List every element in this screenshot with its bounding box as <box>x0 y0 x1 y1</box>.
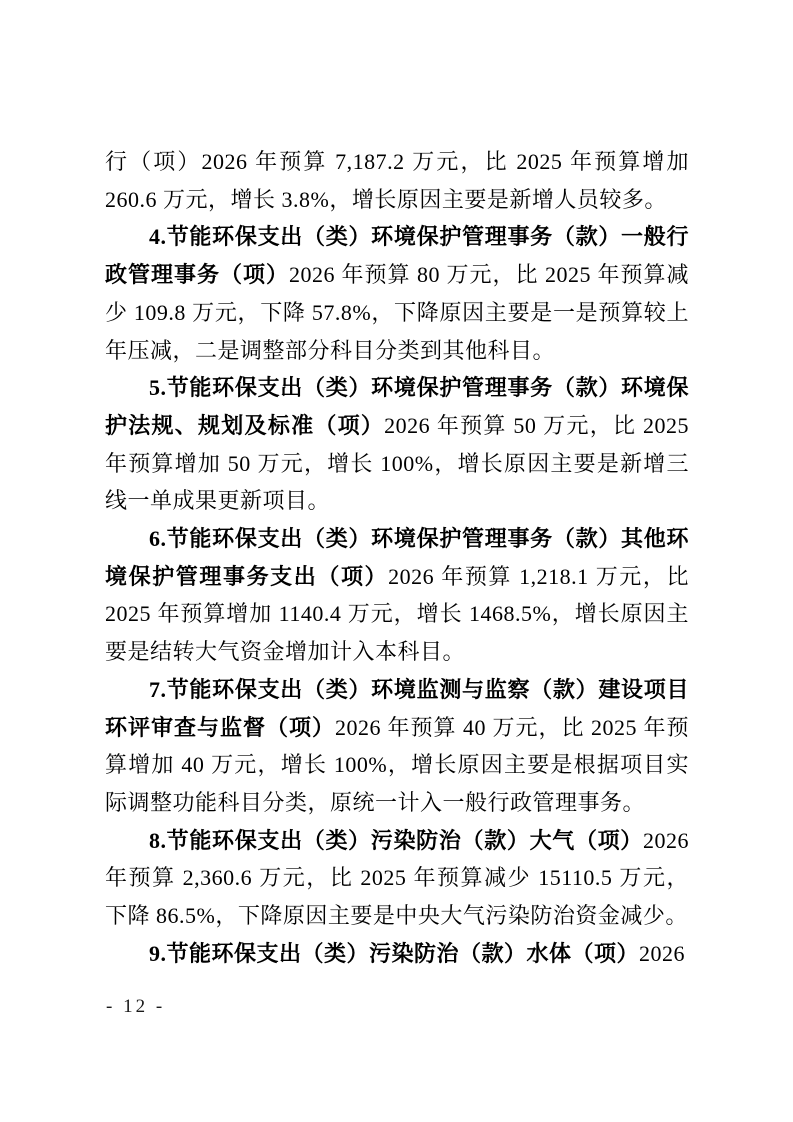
paragraph-item-9 <box>105 935 689 973</box>
paragraph-regular-text: 2026 年预算 1,218.1 万元，比 2025 年预算增加 1140.4 万元，增长 1468.5%，增长原因主要是结转大气资金增加计入本科目。 <box>105 563 689 665</box>
paragraph-heading-text: 9.节能环保支出（类）污染防治（款）水体（项） <box>149 940 640 966</box>
paragraph-continuation <box>105 143 689 218</box>
paragraph-heading-text: 6.节能环保支出（类）环境保护管理事务（款）其他环境保护管理事务支出（项） <box>105 526 689 589</box>
paragraph-item-7 <box>105 671 689 822</box>
paragraph-heading-text: 4.节能环保支出（类）环境保护管理事务（款）一般行政管理事务（项） <box>105 224 689 288</box>
paragraph-regular-text: 2026 年预算 40 万元，比 2025 年预算增加 40 万元，增长 100%，增长原因主要是根据项目实际调整功能科目分类，原统一计入一般行政管理事务。 <box>105 714 689 815</box>
paragraph-heading-text: 7.节能环保支出（类）环境监测与监察（款）建设项目环评审查与监督（项） <box>105 676 689 740</box>
paragraph-regular-text: 2026 年预算 2,360.6 万元，比 2025 年预算减少 15110.5 万元，下降 86.5%，下降原因主要是中央大气污染防治资金减少。 <box>105 827 689 929</box>
page-number: - 12 - <box>106 996 166 1017</box>
document-body <box>105 143 689 972</box>
paragraph-item-5 <box>105 369 689 520</box>
paragraph-regular-text: 2026 <box>639 940 686 966</box>
paragraph-regular-text: 2026 年预算 80 万元，比 2025 年预算减少 109.8 万元，下降 57.8%，下降原因主要是一是预算较上年压减，二是调整部分科目分类到其他科目。 <box>105 262 689 363</box>
paragraph-regular-text: 行（项）2026 年预算 7,187.2 万元，比 2025 年预算增加 260.6 万元，增长 3.8%，增长原因主要是新增人员较多。 <box>105 149 689 212</box>
paragraph-item-8 <box>105 822 689 935</box>
paragraph-regular-text: 2026 年预算 50 万元，比 2025 年预算增加 50 万元，增长 100%，增长原因主要是新增三线一单成果更新项目。 <box>105 412 689 514</box>
paragraph-item-6 <box>105 520 689 671</box>
paragraph-item-4 <box>105 218 689 369</box>
paragraph-heading-text: 8.节能环保支出（类）污染防治（款）大气（项） <box>149 827 643 853</box>
paragraph-heading-text: 5.节能环保支出（类）环境保护管理事务（款）环境保护法规、规划及标准（项） <box>105 375 689 438</box>
